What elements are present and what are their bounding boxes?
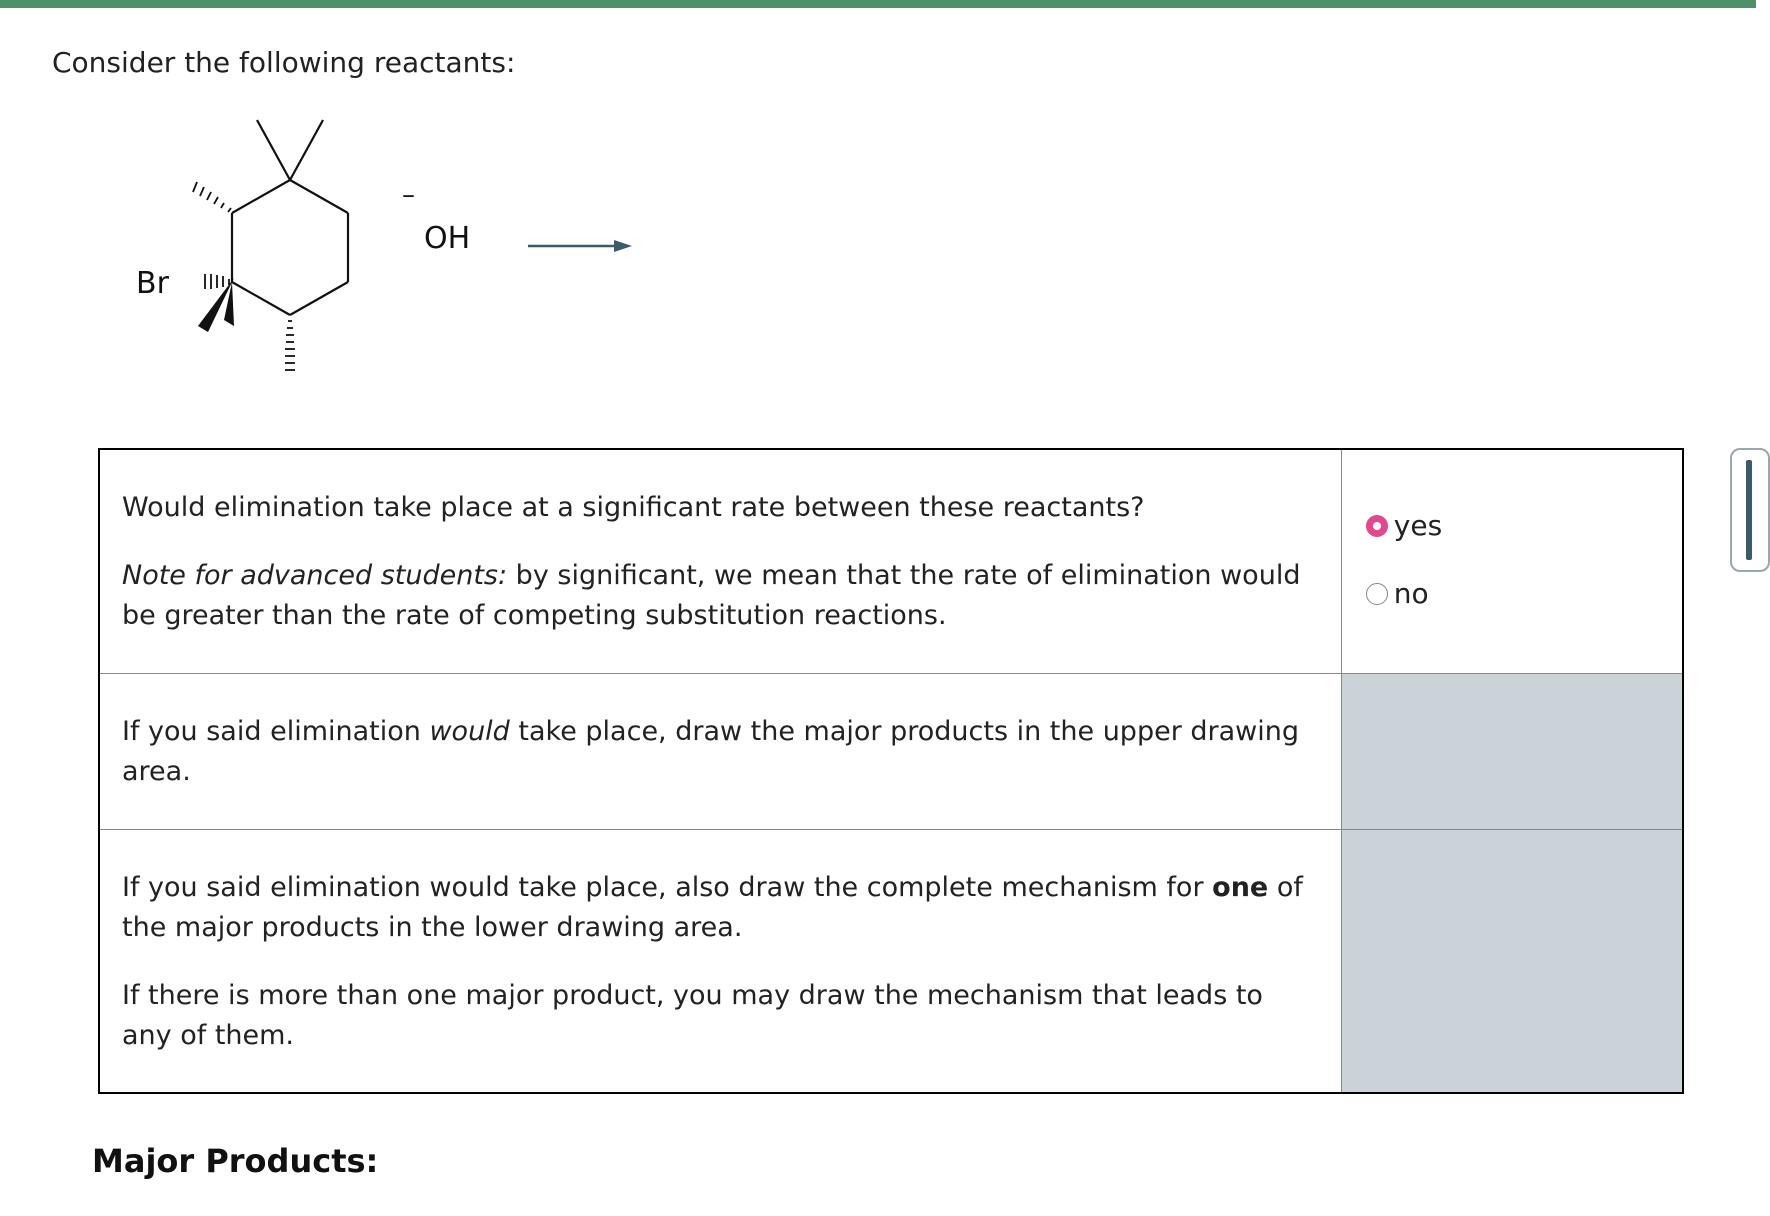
draw-mechanism-instruction-cell [99, 829, 1341, 1093]
elimination-question: Would elimination take place at a significant rate between these reactants? [122, 492, 1145, 523]
advanced-note [122, 556, 1321, 636]
disabled-answer-cell [1341, 829, 1683, 1093]
hashed-methyl-upper-left [193, 182, 231, 212]
table-row [99, 449, 1683, 673]
cyclohexane-ring [232, 180, 348, 315]
answer-cell [1341, 449, 1683, 673]
radio-label-yes: yes [1393, 509, 1443, 542]
major-products-heading: Major Products: [92, 1142, 379, 1180]
gem-dimethyl [257, 120, 323, 180]
radio-option-no[interactable] [1366, 578, 1682, 610]
top-accent-bar [0, 0, 1756, 8]
note-text: by significant, we mean that the rate of elimination would be greater than the rate of competing substitution reactions. [122, 560, 1301, 631]
instruction-text: take place, draw the major products in the upper drawing area. [122, 715, 1299, 787]
radio-option-yes[interactable] [1366, 510, 1682, 542]
br-label: Br [136, 266, 169, 301]
instruction-text: of the major products in the lower drawing area. [122, 871, 1303, 943]
hashed-methyl-bottom [285, 321, 295, 370]
side-panel-tab[interactable] [1730, 448, 1770, 572]
instruction-text: If you said elimination [122, 715, 430, 747]
hashed-br-bond [205, 274, 229, 289]
intro-text: Consider the following reactants: [52, 46, 516, 79]
wedge-methyl [224, 282, 234, 326]
draw-products-instruction-cell [99, 673, 1341, 829]
table-row [99, 673, 1683, 829]
elimination-question-cell [99, 449, 1341, 673]
reactants-svg [136, 108, 680, 398]
instruction-bold: one [1212, 871, 1269, 903]
reaction-arrow-icon [528, 240, 632, 252]
draw-mechanism-instruction [122, 868, 1321, 948]
instruction-text: If you said elimination would take place, also draw the complete mechanism for [122, 871, 1213, 903]
disabled-answer-cell [1341, 673, 1683, 829]
radio-unselected-icon[interactable] [1366, 583, 1388, 605]
table-row [99, 829, 1683, 1093]
draw-products-instruction [122, 712, 1321, 792]
radio-label-no: no [1393, 577, 1429, 610]
radio-selected-icon[interactable] [1366, 515, 1388, 537]
oh-label: OH [424, 221, 471, 256]
reactants-diagram [136, 108, 680, 398]
instruction-emphasis: would [429, 715, 510, 747]
oh-charge: – [402, 180, 415, 210]
multiple-products-note: If there is more than one major product, you may draw the mechanism that leads to any of them. [122, 979, 1263, 1051]
yes-no-radio-group [1342, 450, 1682, 610]
note-label: Note for advanced students: [122, 560, 508, 591]
question-table [98, 448, 1684, 1094]
side-tab-handle-icon [1746, 460, 1752, 560]
